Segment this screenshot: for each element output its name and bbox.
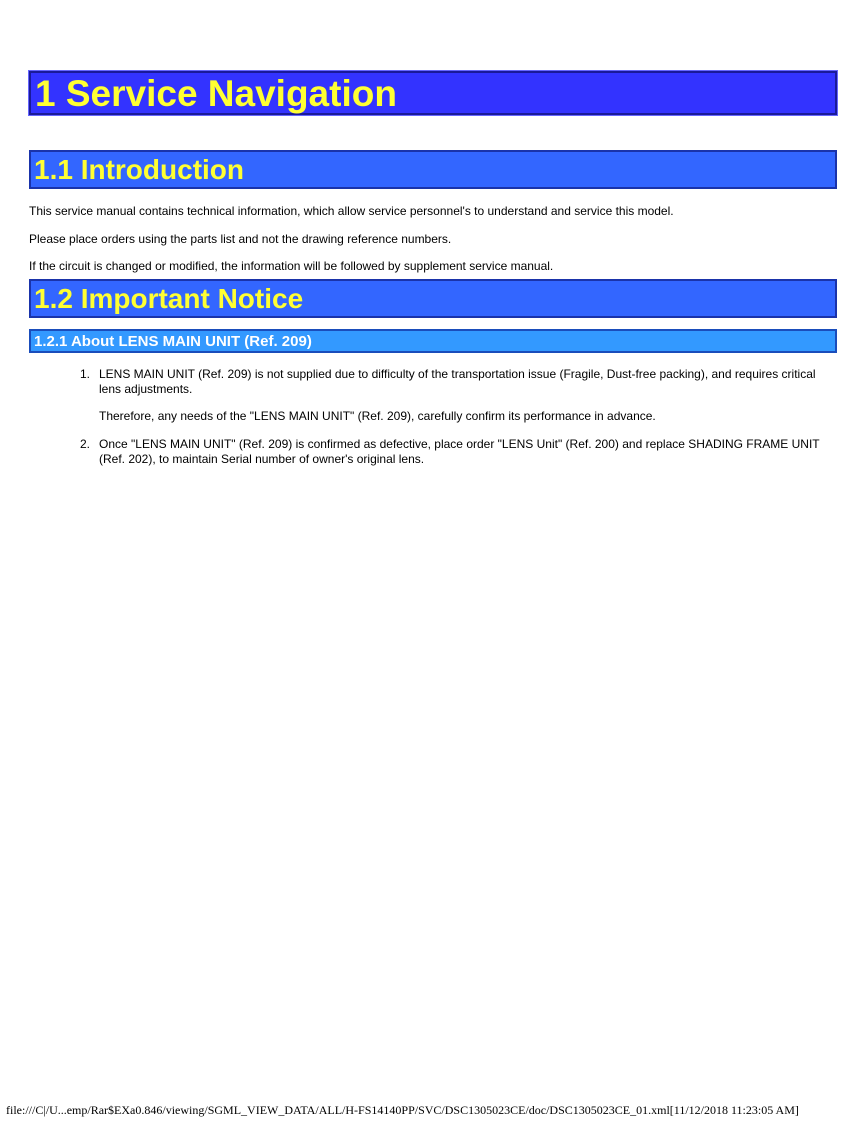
- section-title: 1.2 Important Notice: [34, 282, 304, 314]
- list-item: [29, 437, 837, 467]
- document-page: [29, 71, 837, 467]
- list-item: [29, 367, 837, 424]
- list-item-text: Once "LENS MAIN UNIT" (Ref. 209) is confirmed as defective, place order "LENS Unit" (Ref. 200) and replace SHADING FRAME UNIT (Ref. 202), to maintain Serial number of owner's original lens.: [99, 437, 820, 466]
- subsection-heading-lens-main-unit: [29, 329, 837, 353]
- list-item-number: 2.: [80, 437, 91, 451]
- intro-paragraph-1: This service manual contains technical information, which allow service personnel's to understand and service this model.: [29, 204, 674, 218]
- intro-paragraph-3: If the circuit is changed or modified, the information will be followed by supplement service manual.: [29, 259, 554, 273]
- section-heading-service-navigation: [29, 71, 837, 115]
- list-item-text: LENS MAIN UNIT (Ref. 209) is not supplied due to difficulty of the transportation issue (Fragile, Dust-free packing), and requires critical lens adjustments.: [99, 367, 816, 396]
- notice-list: [29, 367, 837, 467]
- section-heading-important-notice: [29, 279, 837, 318]
- section-heading-introduction: [29, 150, 837, 189]
- section-title: 1.1 Introduction: [34, 153, 244, 185]
- intro-paragraph-2: Please place orders using the parts list and not the drawing reference numbers.: [29, 232, 452, 246]
- list-item-number: 1.: [80, 367, 91, 381]
- footer-file-path: file:///C|/U...emp/Rar$EXa0.846/viewing/SGML_VIEW_DATA/ALL/H-FS14140PP/SVC/DSC1305023CE/doc/DSC1305023CE_01.xml[11/12/2018 11:23:05 AM]: [6, 1103, 799, 1117]
- subsection-title: 1.2.1 About LENS MAIN UNIT (Ref. 209): [34, 332, 312, 350]
- list-item-followup: Therefore, any needs of the "LENS MAIN UNIT" (Ref. 209), carefully confirm its performance in advance.: [99, 409, 656, 423]
- page-title: 1 Service Navigation: [35, 72, 397, 114]
